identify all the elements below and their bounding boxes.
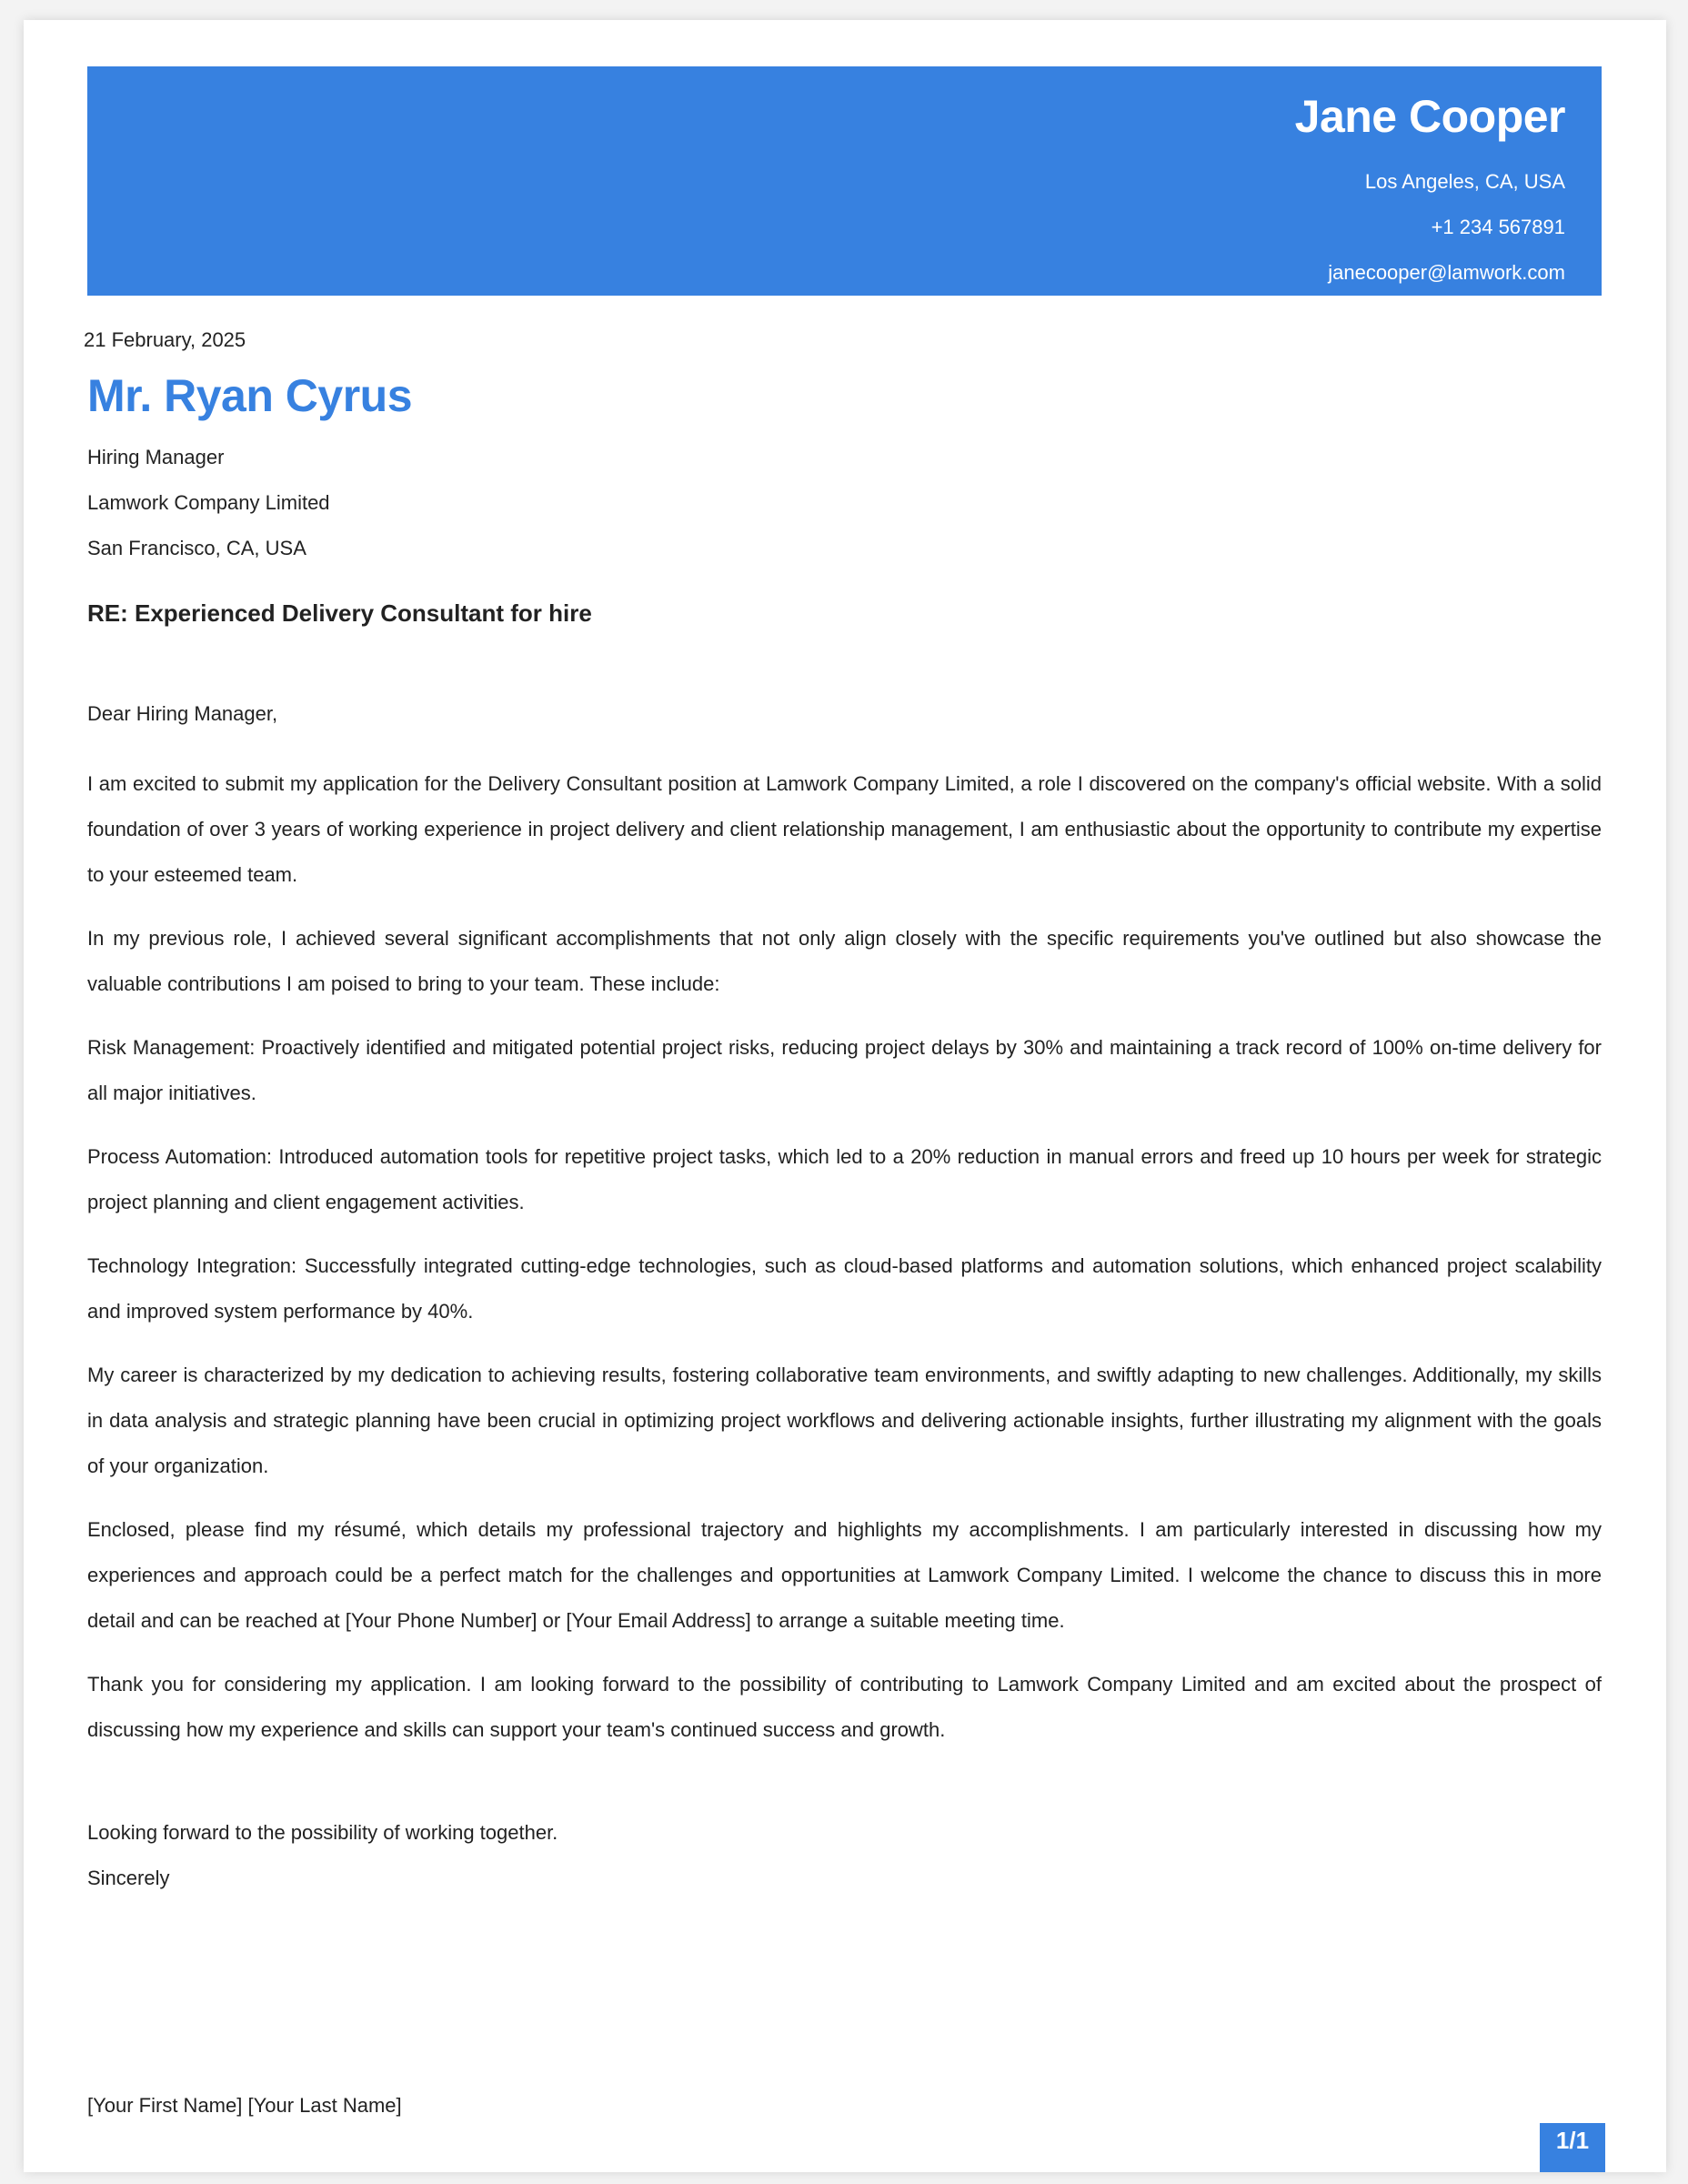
recipient-name: Mr. Ryan Cyrus — [87, 370, 413, 421]
letter-date: 21 February, 2025 — [84, 328, 246, 351]
recipient-location: San Francisco, CA, USA — [87, 537, 306, 559]
signature-name: [Your First Name] [Your Last Name] — [87, 2094, 402, 2117]
salutation: Dear Hiring Manager, — [87, 702, 278, 725]
sender-location: Los Angeles, CA, USA — [1364, 170, 1565, 193]
sender-email: janecooper@lamwork.com — [1328, 261, 1565, 284]
sender-phone: +1 234 567891 — [1431, 216, 1565, 238]
recipient-company: Lamwork Company Limited — [87, 491, 330, 514]
letter-header — [87, 66, 1602, 296]
sender-name: Jane Cooper — [1294, 91, 1565, 142]
sign-off: Sincerely — [87, 1867, 170, 1889]
letter-subject: RE: Experienced Delivery Consultant for hire — [87, 599, 592, 627]
body-paragraph: Process Automation: Introduced automation tools for repetitive project tasks, which led to a 20% reduction in manual errors and freed up 10 hours per week for strategic project planning and client engagement activities. — [87, 1145, 1602, 1213]
body-paragraph: In my previous role, I achieved several significant accomplishments that not only align closely with the specific requirements you've outlined but also showcase the valuable contributions I am poised to bring to your team. These include: — [87, 927, 1602, 995]
letter-body — [87, 761, 1602, 1771]
body-paragraph: Technology Integration: Successfully integrated cutting-edge technologies, such as cloud-based platforms and automation solutions, which enhanced project scalability and improved system performance by 40%. — [87, 1254, 1602, 1323]
body-paragraph: Thank you for considering my application. I am looking forward to the possibility of contributing to Lamwork Company Limited and am excited about the prospect of discussing how my experience and skills can support your team's continued success and growth. — [87, 1673, 1602, 1741]
body-paragraph: Enclosed, please find my résumé, which details my professional trajectory and highlights my accomplishments. I am particularly interested in discussing how my experiences and approach could be a perfect match for the challenges and opportunities at Lamwork Company Limited. I welcome the chance to discuss this in more detail and can be reached at [Your Phone Number] or [Your Email Address] to arrange a suitable meeting time. — [87, 1518, 1602, 1632]
recipient-title: Hiring Manager — [87, 446, 225, 468]
body-paragraph: Risk Management: Proactively identified and mitigated potential project risks, reducing project delays by 30% and maintaining a track record of 100% on-time delivery for all major initiatives. — [87, 1036, 1602, 1104]
body-paragraph: I am excited to submit my application for the Delivery Consultant position at Lamwork Company Limited, a role I discovered on the company's official website. With a solid foundation of over 3 years of working experience in project delivery and client relationship management, I am enthusiastic about the opportunity to contribute my expertise to your esteemed team. — [87, 772, 1602, 886]
letter-page — [24, 20, 1666, 2172]
closing-line: Looking forward to the possibility of working together. — [87, 1821, 558, 1844]
page-indicator: 1/1 — [1540, 2123, 1605, 2172]
body-paragraph: My career is characterized by my dedication to achieving results, fostering collaborative team environments, and swiftly adapting to new challenges. Additionally, my skills in data analysis and strategic planning have been crucial in optimizing project workflows and delivering actionable insights, further illustrating my alignment with the goals of your organization. — [87, 1364, 1602, 1477]
